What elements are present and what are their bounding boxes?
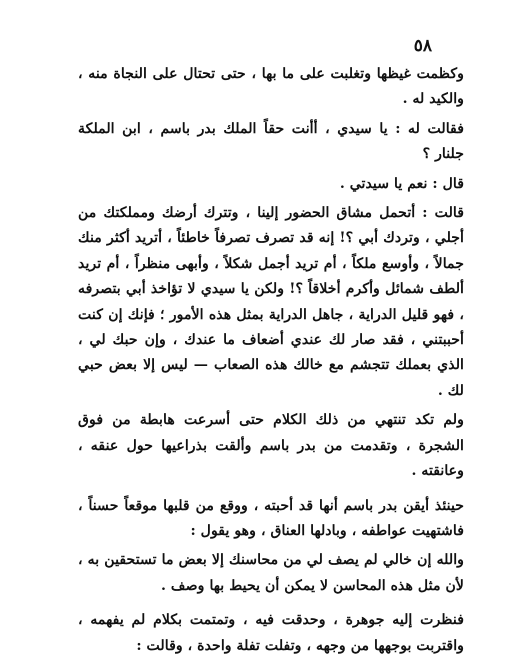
- paragraph: قال : نعم يا سيدتي .: [339, 175, 464, 192]
- page-number: ٥٨: [413, 36, 432, 56]
- paragraph: وكظمت غيظها وتغلبت على ما بها ، حتى تحتال على النجاة منه ، والكيد له .: [78, 66, 464, 108]
- paragraph: فقالت له : يا سيدي ، أأنت حقاً الملك بدر باسم ، ابن الملكة جلنار ؟: [78, 120, 464, 163]
- paragraph: حينئذ أيقن بدر باسم أنها قد أحبته ، ووقع من قلبها موقعاً حسناً ، فاشتهيت عواطفه ، وبادلها العناق ، وهو يقول :: [78, 497, 464, 539]
- paragraph: والله إن خالي لم يصف لي من محاسنك إلا بعض ما تستحقين به ، لأن مثل هذه المحاسن لا يمكن أن يحيط بها وصف .: [78, 552, 464, 594]
- body-text: [78, 62, 464, 663]
- paragraph: فنظرت إليه جوهرة ، وحدقت فيه ، وتمتمت بكلام لم يفهمه ، واقتربت بوجهها من وجهه ، وتفلت تفلة واحدة ، وقالت :: [78, 612, 464, 654]
- paragraph: قالت : أتحمل مشاق الحضور إلينا ، وتترك أرضك ومملكتك من أجلي ، وتردك أبي ؟! إنه قد تصرف تصرفاً خاطئاً ، أتريد أكثر منك جمالاً ، وأوسع ملكاً ، أم تريد أجمل شكلاً ، وأبهى منظراً ، أم تريد ألطف شمائل وأكرم أخلاقاً ؟! ولكن يا سيدي لا تؤاخذ أبي بتصرفه ، فهو قليل الدراية ، جاهل الدراية بمثل هذه الأمور ؛ فإنك إن كنت أحببتني ، فقد صار لك عندي أضعاف ما عندك ، وإن حبك لي ، الذي بعملك تتجشم مع خالك هذه الصعاب — ليس إلا بعض حبي لك .: [78, 205, 464, 399]
- paragraph: ولم تكد تنتهي من ذلك الكلام حتى أسرعت هابطة من فوق الشجرة ، وتقدمت من بدر باسم وألقت بذراعيها حول عنقه ، وعانقته .: [78, 412, 464, 480]
